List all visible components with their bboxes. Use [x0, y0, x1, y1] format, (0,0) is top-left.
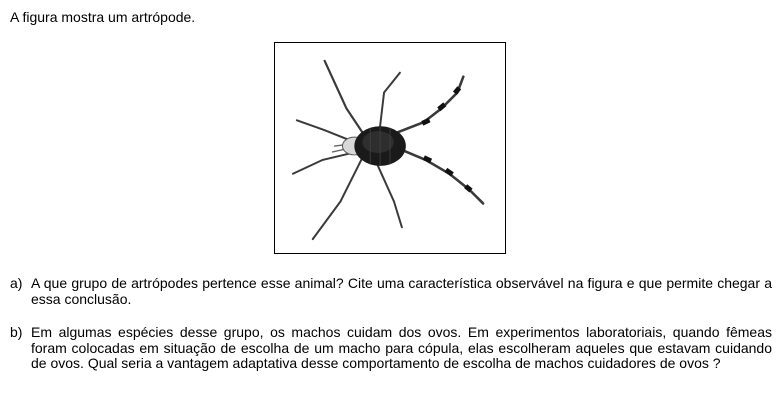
question-b-text: Em algumas espécies desse grupo, os machos cuidam dos ovos. Em experimentos laboratoriais, quando fêmeas foram colocadas em situação de escolha de um macho para cópula, elas escolheram aqueles que estavam cuidando de ovos. Qual seria a vantagem adaptativa desse comportamento de escolha de machos cuidadores de ovos ? [31, 324, 772, 371]
arthropod-figure [274, 42, 506, 254]
harvestman-icon [275, 43, 505, 253]
question-b-letter: b) [10, 324, 23, 340]
intro-text: A figura mostra um artrópode. [10, 9, 196, 25]
question-a [10, 276, 772, 307]
question-b [10, 325, 772, 372]
question-a-letter: a) [10, 275, 23, 291]
question-a-text: A que grupo de artrópodes pertence esse animal? Cite uma característica observável na figura e que permite chegar a essa conclusão. [31, 275, 772, 307]
